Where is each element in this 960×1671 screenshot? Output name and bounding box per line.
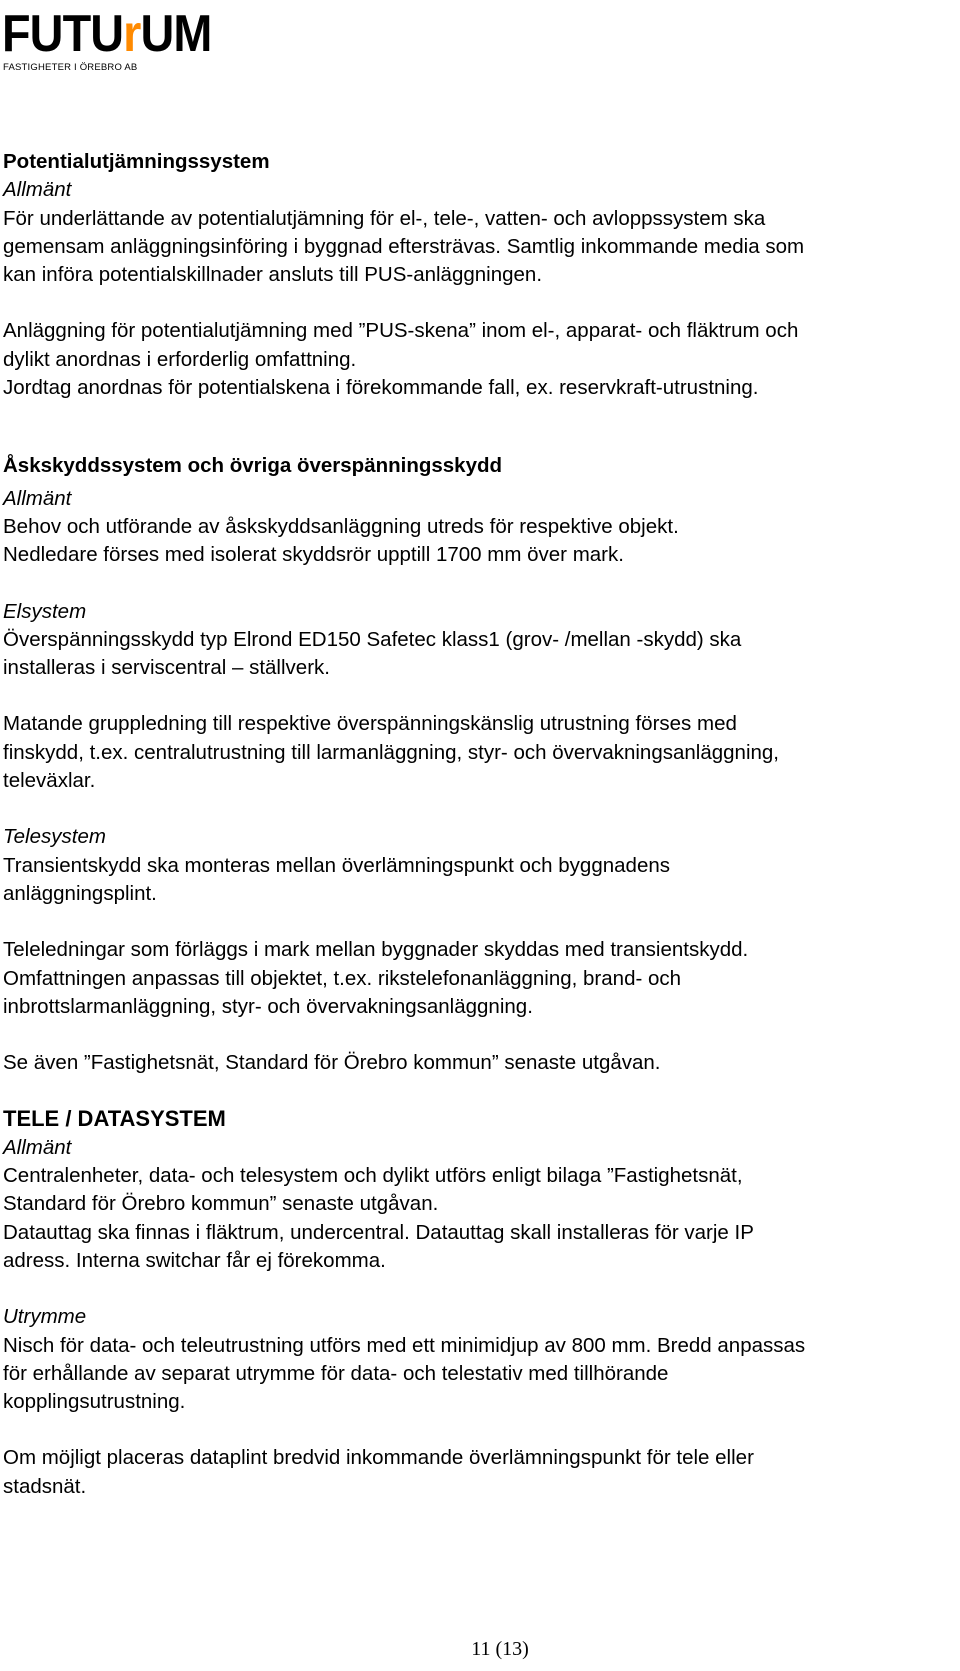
paragraph [3,317,958,402]
page-number [0,1638,960,1661]
subheading: Elsystem [3,599,87,623]
subheading: Allmänt [3,486,72,510]
text-line: installeras i serviscentral – ställverk. [3,656,330,680]
paragraph [3,513,958,570]
text-line: kan införa potentialskillnader ansluts till PUS-anläggningen. [3,263,543,287]
text-line: televäxlar. [3,769,96,793]
subheading: Utrymme [3,1305,87,1329]
text-line: Datauttag ska finnas i fläktrum, undercentral. Datauttag skall installeras för varje IP [3,1220,754,1244]
document-body [3,148,958,1501]
subheading: Allmänt [3,178,72,202]
text-line: gemensam anläggningsinföring i byggnad eftersträvas. Samtlig inkommande media som [3,234,805,258]
text-line: Anläggning för potentialutjämning med ”PUS-skena” inom el-, apparat- och fläktrum och [3,319,799,343]
text-line: kopplingsutrustning. [3,1390,186,1414]
text-line: Om möjligt placeras dataplint bredvid inkommande överlämningspunkt för tele eller [3,1446,754,1470]
paragraph [3,1444,958,1501]
paragraph [3,936,958,1021]
text-line: Centralenheter, data- och telesystem och dylikt utförs enligt bilaga ”Fastighetsnät, [3,1164,743,1188]
logo-word-part: FUTU [2,5,124,63]
text-line: stadsnät. [3,1474,87,1498]
text-line: Jordtag anordnas för potentialskena i förekommande fall, ex. reservkraft-utrustning. [3,376,759,400]
text-line: Behov och utförande av åskskyddsanläggning utreds för respektive objekt. [3,514,679,538]
text-line: Se även ”Fastighetsnät, Standard för Örebro kommun” senaste utgåvan. [3,1051,661,1075]
company-logo [2,4,212,74]
subheading: Allmänt [3,1135,72,1159]
section-heading: Åskskyddssystem och övriga överspänningsskydd [3,454,503,478]
logo-tagline: FASTIGHETER I ÖREBRO AB [3,62,138,73]
subheading: Telesystem [3,825,106,849]
text-line: Överspänningsskydd typ Elrond ED150 Safetec klass1 (grov- /mellan -skydd) ska [3,627,742,651]
text-line: anläggningsplint. [3,881,157,905]
paragraph [3,205,958,290]
paragraph [3,1162,958,1275]
logo-wordmark [2,4,211,64]
text-line: finskydd, t.ex. centralutrustning till larmanläggning, styr- och övervakningsanläggning, [3,740,779,764]
text-line: Nedledare förses med isolerat skyddsrör upptill 1700 mm över mark. [3,543,624,567]
text-line: Nisch för data- och teleutrustning utförs med ett minimidjup av 800 mm. Bredd anpassas [3,1333,806,1357]
paragraph [3,852,958,909]
section-heading: Potentialutjämningssystem [3,150,270,173]
section-heading: TELE / DATASYSTEM [3,1106,226,1132]
text-line: för erhållande av separat utrymme för data- och telestativ med tillhörande [3,1361,669,1385]
text-line: Standard för Örebro kommun” senaste utgåvan. [3,1192,439,1216]
text-line: inbrottslarmanläggning, styr- och övervakningsanläggning. [3,994,533,1018]
page-number-text: 11 (13) [471,1638,529,1660]
text-line: Matande gruppledning till respektive överspänningskänslig utrustning förses med [3,712,737,736]
paragraph [3,710,958,795]
text-line: För underlättande av potentialutjämning för el-, tele-, vatten- och avloppssystem ska [3,206,766,230]
logo-accent-letter: r [123,5,141,63]
logo-word-part: UM [140,5,212,63]
paragraph [3,1332,958,1417]
text-line: adress. Interna switchar får ej förekomma. [3,1248,386,1272]
text-line: Teleledningar som förläggs i mark mellan byggnader skyddas med transientskydd. [3,938,749,962]
text-line: dylikt anordnas i erforderlig omfattning. [3,347,357,371]
paragraph [3,626,958,683]
text-line: Transientskydd ska monteras mellan överlämningspunkt och byggnadens [3,853,670,877]
text-line: Omfattningen anpassas till objektet, t.ex. rikstelefonanläggning, brand- och [3,966,682,990]
paragraph [3,1049,958,1077]
